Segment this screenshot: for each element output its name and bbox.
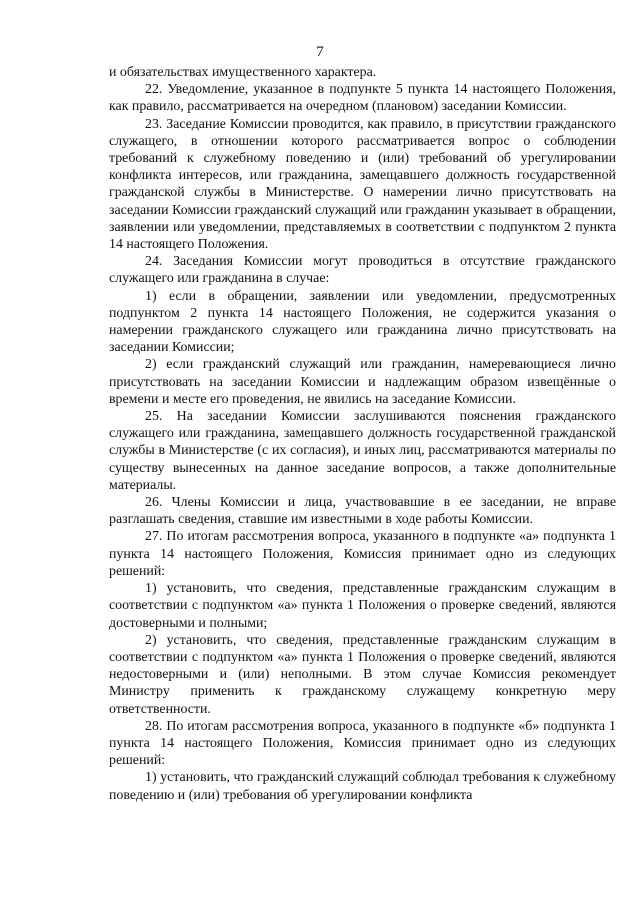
paragraph-28-item-1: 1) установить, что гражданский служащий соблюдал требования к служебному поведению и (или) требования об урегулировании конфликта <box>109 770 616 803</box>
paragraph-27: 27. По итогам рассмотрения вопроса, указанного в подпункте «а» подпункта 1 пункта 14 настоящего Положения, Комиссия принимает одно из следующих решений: <box>109 529 616 579</box>
paragraph-25: 25. На заседании Комиссии заслушиваются пояснения гражданского служащего или гражданина, замещавшего должность государственной гражданской службы в Министерстве (с их согласия), и иных лиц, рассматриваются материалы по существу вынесенных на данное заседание вопросов, а также дополнительные материалы. <box>109 409 616 493</box>
page-number: 7 <box>316 44 324 60</box>
paragraph-continuation: и обязательствах имущественного характера. <box>109 65 377 80</box>
paragraph-24: 24. Заседания Комиссии могут проводиться в отсутствие гражданского служащего или гражданина в случае: <box>109 254 616 287</box>
paragraph-28: 28. По итогам рассмотрения вопроса, указанного в подпункте «б» подпункта 1 пункта 14 настоящего Положения, Комиссия принимает одно из следующих решений: <box>109 718 616 769</box>
paragraph-24-item-2: 2) если гражданский служащий или гражданин, намеревающиеся лично присутствовать на заседании Комиссии и надлежащим образом извещённые о времени и месте его проведения, не явились на заседание Комиссии. <box>109 357 616 407</box>
paragraph-24-item-1: 1) если в обращении, заявлении или уведомлении, предусмотренных подпунктом 2 пункта 14 настоящего Положения, не содержится указания о намерении гражданского служащего или гражданина лично присутствовать на заседании Комиссии; <box>109 288 616 356</box>
paragraph-22: 22. Уведомление, указанное в подпункте 5 пункта 14 настоящего Положения, как правило, рассматривается на очередном (плановом) заседании Комиссии. <box>109 82 616 115</box>
paragraph-27-item-1: 1) установить, что сведения, представленные гражданским служащим в соответствии с подпунктом «а» пункта 1 Положения о проверке сведений, являются достоверными и полными; <box>109 581 616 631</box>
paragraph-23: 23. Заседание Комиссии проводится, как правило, в присутствии гражданского служащего, в отношении которого рассматривается вопрос о соблюдении требований к служебному поведению и (или) требований об урегулировании конфликта интересов, или гражданина, замещавшего должность государственной гражданской службы в Министерстве. О намерении лично присутствовать на заседании Комиссии гражданский служащий или гражданин указывает в обращении, заявлении или уведомлении, представляемых в соответствии с подпунктом 2 пункта 14 настоящего Положения. <box>109 116 616 253</box>
paragraph-26: 26. Члены Комиссии и лица, участвовавшие в ее заседании, не вправе разглашать сведения, ставшие им известными в ходе работы Комиссии. <box>109 495 616 528</box>
document-body <box>109 64 616 804</box>
paragraph-27-item-2: 2) установить, что сведения, представленные гражданским служащим в соответствии с подпунктом «а» пункта 1 Положения о проверке сведений, являются недостоверными и (или) неполными. В этом случае Комиссия рекомендует Министру применить к гражданскому служащему конкретную меру ответственности. <box>109 632 616 717</box>
